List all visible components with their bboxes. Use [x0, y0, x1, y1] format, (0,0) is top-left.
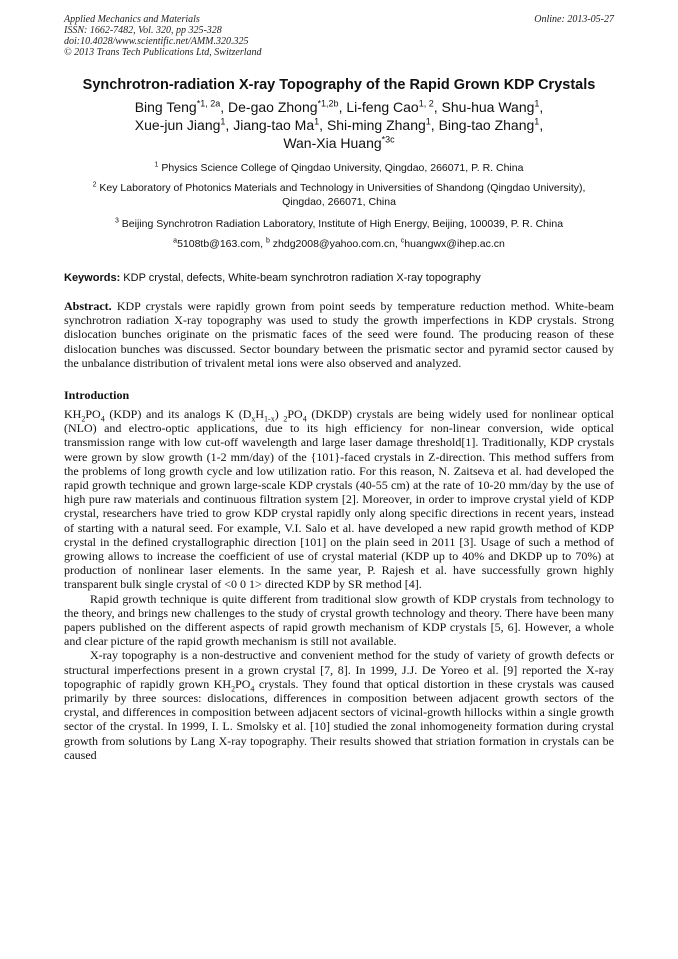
author-superscript: *1,2b [317, 98, 339, 109]
introduction-heading: Introduction [64, 388, 130, 403]
author-superscript: 1 [220, 116, 226, 127]
paragraph-text: X-ray topography is a non-destructive and convenient method for the study of variety of growth defects or structural imperfections present in a grown crystal [7, 8]. In 1999, J.J. De Yoreo et al. [9] reported the X-ray topographic of rapidly grown KH [64, 648, 614, 691]
author-separator: , [430, 117, 439, 133]
subscript: 2 [81, 414, 86, 424]
author-superscript: 1 [314, 116, 320, 127]
author-name: Wan-Xia Huang [283, 135, 382, 151]
email-mark: a [173, 237, 178, 245]
keywords-line [64, 271, 614, 285]
abstract-paragraph [64, 299, 614, 370]
subscript: 1-x [264, 414, 275, 424]
affiliation-1 [64, 161, 614, 175]
keywords-text: KDP crystal, defects, White-beam synchrotron radiation X-ray topography [120, 272, 481, 284]
subscript: 4 [250, 684, 255, 694]
author-superscript: *1, 2a [196, 98, 221, 109]
author-list [64, 98, 614, 152]
intro-paragraph-2: Rapid growth technique is quite different from traditional slow growth of KDP crystals from technology to the theory, and brings new challenges to the study of crystal growth technology and theory. There have been many papers published on the different aspects of rapid growth mechanism of KDP crystals [5, 6]. However, a whole and clear picture of the rapid growth mechanism is still not available. [64, 591, 614, 649]
email-list [64, 237, 614, 251]
subscript: 4 [100, 414, 105, 424]
affiliation-mark: 3 [114, 217, 119, 225]
affiliation-mark: 1 [154, 161, 159, 169]
author-name: Li-feng Cao [346, 99, 419, 115]
author-name: Shi-ming Zhang [326, 117, 426, 133]
email-mark: c [400, 237, 405, 245]
paragraph-text: (DKDP) crystals are being widely used for nonlinear optical (NLO) and electro-optic applications, due to its high efficiency for non-linear conversion, wide optical transmission range with low cut-off wavelength and large laser damage threshold[1]. Traditionally, KDP crystals were grown by slow growth (1-2 mm/day) of the {101}-faced crystals in Z-direction. This method suffers from the problems of long growth cycle and low utilization ratio. For this reason, N. Zaitseva et al. had developed the rapid growth technique and grown large-scale KDP crystals (40-55 cm) at the rate of 10-20 mm/day by the use of high pure raw materials and continuous filtration system [2]. Moreover, in order to improve crystal yield of KDP crystal, researchers have tried to grow KDP crystal rapidly only along specific directions in recent years, instead of starting with a natural seed. For example, V.I. Salo et al. have developed a new rapid growth method of KDP crystal in the defined crystallographic direction [101] on the plain seed in 2011 [3]. Usage of such a method of growing allows to increase the coefficient of use of crystal material (KDP up to 40% and DKDP up to 70%) at production of nonlinear laser elements. In the same year, P. Rajesh et al. have successfully grown highly transparent bulk single crystal of <0 0 1> directed KDP by SR method [4]. [64, 407, 614, 592]
affiliation-3 [64, 217, 614, 231]
paragraph-text: crystals. They found that optical distortion in these crystals was caused primarily by three sources: dislocations, differences in composition between adjacent growth sectors of the crystal, and differences in composition between adjacent sectors of vicinal-growth hillocks within a single growth sector of the crystal. In 1999, I. L. Smolsky et al. [10] studied the zonal inhomogeneity formation during crystal growth from solutions by Lang X-ray topography. Their results showed that striation formation in crystals can be caused [64, 676, 615, 762]
copyright-line: © 2013 Trans Tech Publications Ltd, Switzerland [64, 47, 262, 58]
affiliation-text: Beijing Synchrotron Radiation Laboratory, Institute of High Energy, Beijing, 100039, P. R. China [118, 218, 564, 230]
author-name: Shu-hua Wang [441, 99, 535, 115]
journal-info [64, 14, 614, 58]
email-address[interactable]: 5108tb@163.com, [177, 238, 266, 250]
author-superscript: 1 [534, 116, 540, 127]
author-name: Bing-tao Zhang [438, 117, 535, 133]
affiliation-2 [64, 181, 614, 209]
author-separator: , [319, 117, 327, 133]
author-separator: , [338, 99, 347, 115]
doi-line[interactable]: doi:10.4028/www.scientific.net/AMM.320.325 [64, 36, 249, 47]
author-separator: , [225, 117, 234, 133]
author-superscript: 1 [425, 116, 431, 127]
issn-line: ISSN: 1662-7482, Vol. 320, pp 325-328 [64, 25, 222, 36]
journal-header [64, 14, 614, 58]
author-name: De-gao Zhong [228, 99, 318, 115]
author-superscript: 1 [534, 98, 540, 109]
abstract-label: Abstract. [64, 299, 112, 313]
paragraph-text: H [255, 407, 265, 422]
subscript: 4 [302, 414, 307, 424]
paragraph-text: PO [287, 407, 303, 422]
keywords-label: Keywords: [64, 272, 121, 284]
email-mark: b [265, 237, 270, 245]
subscript: 2 [231, 684, 236, 694]
author-separator: , [539, 99, 544, 115]
author-separator: , [433, 99, 442, 115]
author-superscript: *3c [381, 134, 395, 145]
paragraph-text: PO [85, 407, 101, 422]
introduction-body [64, 407, 614, 762]
paper-title: Synchrotron-radiation X-ray Topography of the Rapid Grown KDP Crystals [82, 77, 596, 93]
author-name: Jiang-tao Ma [233, 117, 315, 133]
journal-name: Applied Mechanics and Materials [64, 14, 200, 25]
intro-paragraph-1 [64, 407, 614, 592]
affiliation-mark: 2 [92, 181, 97, 189]
affiliation-text: Key Laboratory of Photonics Materials and Technology in Universities of Shandong (Qingdao University), Qingdao, 266071, China [96, 182, 586, 208]
online-date: Online: 2013-05-27 [534, 14, 614, 25]
paragraph-text: PO [235, 676, 251, 691]
paragraph-text: ) [274, 407, 284, 422]
author-separator: , [220, 99, 229, 115]
email-address[interactable]: huangwx@ihep.ac.cn [404, 238, 505, 250]
affiliation-text: Physics Science College of Qingdao University, Qingdao, 266071, P. R. China [158, 162, 524, 174]
author-name: Xue-jun Jiang [134, 117, 221, 133]
paragraph-text: KH [64, 407, 82, 422]
intro-paragraph-3 [64, 648, 614, 762]
subscript: x [251, 414, 256, 424]
author-separator: , [539, 117, 544, 133]
author-name: Bing Teng [134, 99, 197, 115]
subscript: 2 [283, 414, 288, 424]
abstract-text: KDP crystals were rapidly grown from point seeds by temperature reduction method. White-beam synchrotron radiation X-ray topography was used to study the growth imperfections in KDP crystals. Strong dislocation bunches originate on the prismatic faces of the seed were found. The producing reason of these dislocation bunches was discussed. Sector boundary between the prismatic sector and pyramid sector caused by the unbalance distribution of trivalent metal ions were also observed and analyzed. [64, 299, 614, 370]
email-address[interactable]: zhdg2008@yahoo.com.cn, [269, 238, 401, 250]
paragraph-text: (KDP) and its analogs K (D [104, 407, 252, 422]
author-superscript: 1, 2 [418, 98, 434, 109]
